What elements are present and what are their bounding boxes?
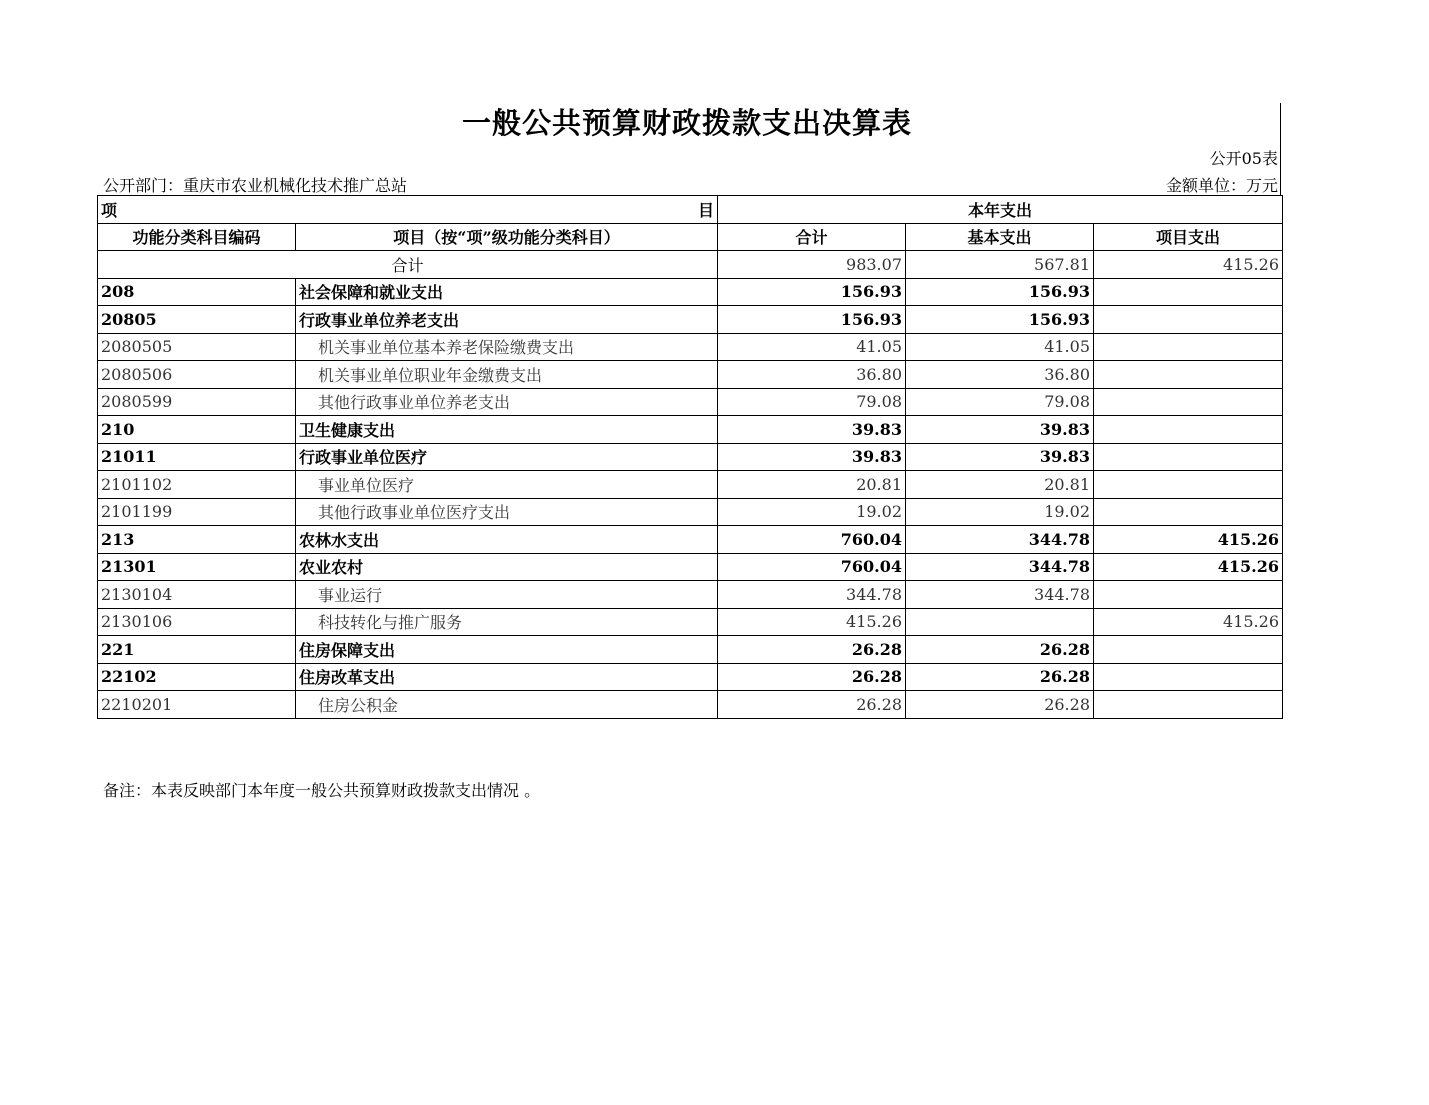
row-project	[1094, 471, 1283, 499]
amount-unit-label: 金额单位：万元	[1165, 176, 1278, 195]
row-item-name: 科技转化与推广服务	[296, 608, 718, 636]
row-code: 20805	[98, 306, 296, 334]
row-basic: 79.08	[906, 388, 1094, 416]
row-project	[1094, 636, 1283, 664]
row-project	[1094, 333, 1283, 361]
table-row	[98, 471, 1283, 499]
row-code: 2130104	[98, 581, 296, 609]
total-row-total: 983.07	[718, 251, 906, 279]
header-total: 合计	[718, 223, 906, 251]
table-row	[98, 443, 1283, 471]
header-xiang-mu	[98, 196, 718, 224]
row-total: 39.83	[718, 416, 906, 444]
row-basic: 26.28	[906, 663, 1094, 691]
row-basic: 39.83	[906, 443, 1094, 471]
budget-table	[97, 195, 1283, 719]
row-item-name: 事业运行	[296, 581, 718, 609]
row-item-name: 社会保障和就业支出	[296, 278, 718, 306]
page-title: 一般公共预算财政拨款支出决算表	[461, 106, 912, 140]
row-item-name: 机关事业单位基本养老保险缴费支出	[296, 333, 718, 361]
row-code: 22102	[98, 663, 296, 691]
header-project: 项目支出	[1094, 223, 1283, 251]
row-project	[1094, 416, 1283, 444]
row-basic: 156.93	[906, 278, 1094, 306]
row-code: 213	[98, 526, 296, 554]
row-basic: 156.93	[906, 306, 1094, 334]
table-row	[98, 636, 1283, 664]
row-item-name: 住房保障支出	[296, 636, 718, 664]
row-project	[1094, 443, 1283, 471]
table-row	[98, 498, 1283, 526]
row-total: 20.81	[718, 471, 906, 499]
row-total: 26.28	[718, 636, 906, 664]
row-project: 415.26	[1094, 608, 1283, 636]
row-basic: 19.02	[906, 498, 1094, 526]
header-basic: 基本支出	[906, 223, 1094, 251]
row-basic	[906, 608, 1094, 636]
row-code: 2101102	[98, 471, 296, 499]
row-total: 19.02	[718, 498, 906, 526]
form-number: 公开05表	[1209, 149, 1278, 168]
footnote: 备注：本表反映部门本年度一般公共预算财政拨款支出情况 。	[103, 781, 541, 800]
row-item-name: 机关事业单位职业年金缴费支出	[296, 361, 718, 389]
table-row	[98, 306, 1283, 334]
row-code: 21011	[98, 443, 296, 471]
row-basic: 36.80	[906, 361, 1094, 389]
table-row	[98, 333, 1283, 361]
row-total: 760.04	[718, 526, 906, 554]
row-code: 208	[98, 278, 296, 306]
header-xiang: 项	[101, 200, 118, 220]
header-code: 功能分类科目编码	[98, 223, 296, 251]
row-project	[1094, 498, 1283, 526]
row-code: 2080505	[98, 333, 296, 361]
row-project	[1094, 663, 1283, 691]
row-total: 156.93	[718, 278, 906, 306]
department-label: 公开部门：重庆市农业机械化技术推广总站	[103, 176, 408, 195]
table-row	[98, 553, 1283, 581]
row-project	[1094, 581, 1283, 609]
row-code: 21301	[98, 553, 296, 581]
total-row-project: 415.26	[1094, 251, 1283, 279]
row-basic: 26.28	[906, 691, 1094, 719]
row-total: 26.28	[718, 663, 906, 691]
row-code: 2130106	[98, 608, 296, 636]
row-item-name: 行政事业单位养老支出	[296, 306, 718, 334]
header-row-2	[98, 223, 1283, 251]
row-item-name: 其他行政事业单位养老支出	[296, 388, 718, 416]
row-total: 415.26	[718, 608, 906, 636]
row-total: 39.83	[718, 443, 906, 471]
row-item-name: 其他行政事业单位医疗支出	[296, 498, 718, 526]
row-project	[1094, 361, 1283, 389]
row-total: 41.05	[718, 333, 906, 361]
table-row	[98, 416, 1283, 444]
row-total: 344.78	[718, 581, 906, 609]
row-project	[1094, 388, 1283, 416]
row-item-name: 住房公积金	[296, 691, 718, 719]
row-total: 156.93	[718, 306, 906, 334]
table-row	[98, 608, 1283, 636]
row-code: 221	[98, 636, 296, 664]
row-code: 2080599	[98, 388, 296, 416]
row-item-name: 农业农村	[296, 553, 718, 581]
row-total: 36.80	[718, 361, 906, 389]
row-item-name: 农林水支出	[296, 526, 718, 554]
row-item-name: 卫生健康支出	[296, 416, 718, 444]
row-item-name: 住房改革支出	[296, 663, 718, 691]
row-project	[1094, 691, 1283, 719]
row-item-name: 事业单位医疗	[296, 471, 718, 499]
table-row	[98, 388, 1283, 416]
row-code: 210	[98, 416, 296, 444]
table-row	[98, 361, 1283, 389]
header-row-1	[98, 196, 1283, 224]
row-basic: 344.78	[906, 581, 1094, 609]
table-row	[98, 278, 1283, 306]
table-row	[98, 526, 1283, 554]
table-row	[98, 581, 1283, 609]
row-basic: 344.78	[906, 526, 1094, 554]
row-basic: 41.05	[906, 333, 1094, 361]
table-row	[98, 663, 1283, 691]
header-mu: 目	[697, 200, 714, 220]
total-row-label: 合计	[98, 251, 718, 279]
row-project	[1094, 278, 1283, 306]
row-code: 2080506	[98, 361, 296, 389]
table-row	[98, 691, 1283, 719]
row-code: 2210201	[98, 691, 296, 719]
row-basic: 39.83	[906, 416, 1094, 444]
header-current-year: 本年支出	[718, 196, 1283, 224]
row-code: 2101199	[98, 498, 296, 526]
row-total: 760.04	[718, 553, 906, 581]
row-basic: 26.28	[906, 636, 1094, 664]
row-project: 415.26	[1094, 526, 1283, 554]
row-project: 415.26	[1094, 553, 1283, 581]
total-row	[98, 251, 1283, 279]
row-basic: 344.78	[906, 553, 1094, 581]
total-row-basic: 567.81	[906, 251, 1094, 279]
row-project	[1094, 306, 1283, 334]
row-basic: 20.81	[906, 471, 1094, 499]
row-item-name: 行政事业单位医疗	[296, 443, 718, 471]
row-total: 26.28	[718, 691, 906, 719]
row-total: 79.08	[718, 388, 906, 416]
header-item: 项目（按“项”级功能分类科目）	[296, 223, 718, 251]
